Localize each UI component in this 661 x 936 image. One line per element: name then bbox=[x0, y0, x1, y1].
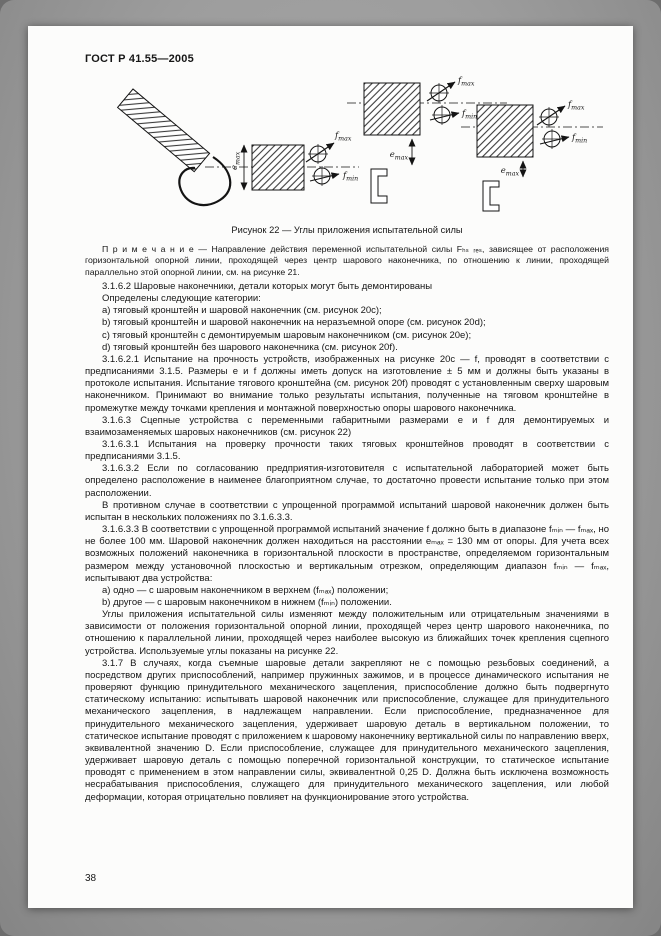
standard-designation: ГОСТ Р 41.55—2005 bbox=[85, 53, 194, 65]
paragraph: 3.1.6.2.1 Испытание на прочность устройств, изображенных на рисунке 20с — f, проводят в соответствии с предписаниями 3.1.5. Размеры е и f должны иметь допуск на изготовление ± 5 мм и должны быть указаны в протоколе испытания. Испытание тягового кронштейна (см. рисунок 20f) проводят с установленным сверху шаровым наконечником. Принимают во внимание только результаты испытания, полученные на тяговом кронштейне в промежутке между точками крепления и монтажной поверхностью опоры шарового наконечника. bbox=[85, 353, 609, 414]
paragraph: 3.1.6.2 Шаровые наконечники, детали которых могут быть демонтированы bbox=[102, 280, 433, 292]
paragraph: с) тяговый кронштейн с демонтируемым шаровым наконечником (см. рисунок 20е); bbox=[102, 329, 472, 341]
paragraph: d) тяговый кронштейн без шарового наконечника (см. рисунок 20f). bbox=[102, 341, 398, 353]
coupling-position-left bbox=[205, 143, 359, 190]
fmax-label: $f_{max}$ bbox=[335, 131, 352, 143]
fmin-label: $f_{min}$ bbox=[572, 133, 588, 145]
figure-22-drawing bbox=[87, 75, 607, 220]
paragraph: 3.1.6.3 Сцепные устройства с переменными габаритными размерами е и f для демонтируемых и взаимозаменяемых шаровых наконечников (см. рисунок 22) bbox=[85, 414, 609, 438]
paragraph: 3.1.6.3.2 Если по согласованию предприятия-изготовителя с испытательной лабораторией может быть определено расположение в наименее благоприятном случае, то достаточно провести испытание только при этом расположении. bbox=[85, 463, 609, 499]
fmin-label: $f_{min}$ bbox=[343, 171, 359, 183]
page-number: 38 bbox=[85, 873, 97, 884]
figure-22 bbox=[85, 75, 609, 223]
paragraph: 3.1.6.3.3 В соответствии с упрощенной программой испытаний значение f должно быть в диапазоне fₘᵢₙ — fₘₐₓ, но не более 100 мм. Шаровой наконечник должен находиться на расстоянии eₘₐₓ = 130 мм от опоры. Для учета всех возможных положений наконечника в горизонтальной плоскости в пространстве, определяемом горизонтальным размером между установочной плоскостью и вертикальным отрезком, определяющим диапазон fₘᵢₙ — fₘₐₓ, испытывают два устройства: bbox=[85, 524, 609, 584]
mounting-bracket bbox=[371, 169, 387, 203]
paragraph: В противном случае в соответствии с упрощенной программой испытаний шаровой наконечник должен быть испытан в нескольких положениях по 3.1.6.3.3. bbox=[85, 499, 609, 523]
coupling-position-right bbox=[461, 105, 603, 211]
hatched-block bbox=[364, 83, 420, 135]
paragraph: b) тяговый кронштейн и шаровой наконечник на неразъемной опоре (см. рисунок 20d); bbox=[102, 317, 486, 329]
hatched-block bbox=[252, 145, 304, 190]
paragraph: П р и м е ч а н и е — Направление действия переменной испытательной силы Fₕₛ ᵣₑₛ, зависящее от расположения горизонтальной опорной линии, проходящей через центр шарового наконечника, по отношению к линии, проходящей параллельно этой опорной линии, см. на рисунке 21. bbox=[85, 244, 609, 277]
paragraph: 3.1.6.3.1 Испытания на проверку прочности таких тяговых кронштейнов проводят в соответствии с предписаниями 3.1.5. bbox=[85, 438, 609, 463]
emax-label: $e_{max}$ bbox=[389, 150, 408, 162]
drawbar-with-hook bbox=[118, 89, 231, 205]
hatched-drawbar bbox=[118, 89, 210, 172]
paragraph: Определены следующие категории: bbox=[102, 293, 261, 305]
mounting-bracket bbox=[483, 181, 499, 211]
figure-caption: Рисунок 22 — Углы приложения испытательной силы bbox=[231, 225, 463, 235]
paragraph: а) тяговый кронштейн и шаровой наконечник (см. рисунок 20с); bbox=[102, 305, 382, 317]
document-body bbox=[85, 244, 609, 804]
document-page bbox=[28, 26, 633, 908]
fmax-label: $f_{max}$ bbox=[458, 76, 475, 88]
paragraph: а) одно — с шаровым наконечником в верхнем (fₘₐₓ) положении; bbox=[102, 584, 389, 596]
hatched-block bbox=[477, 105, 533, 157]
fmin-label: $f_{min}$ bbox=[462, 109, 478, 121]
emax-label: $e_{max}$ bbox=[500, 166, 519, 178]
paragraph: b) другое — с шаровым наконечником в нижнем (fₘᵢₙ) положении. bbox=[102, 597, 392, 608]
paragraph: Углы приложения испытательной силы изменяют между положительным или отрицательным значениями в зависимости от положения горизонтальной опорной линии, проходящей через центр шарового наконечника, по отношению к параллельной линии, проходящей через наиболее высокую из ближайших точек крепления сцепного устройства. Используемые углы показаны на рисунке 22. bbox=[85, 609, 609, 657]
paragraph: 3.1.7 В случаях, когда съемные шаровые детали закрепляют не с помощью резьбовых соединений, а посредством других приспособлений, например пружинных зажимов, и в процессе динамического испытания не проверяют функцию принудительного механического зацепления, приспособление должно быть подвергнуто статическому испытанию: испытывать шаровой наконечник или приспособление, служащее для принудительного механического зацепления, в надлежащем направлении. Если приспособление, предназначенное для принудительного механического зацепления, удерживает шаровую деталь в вертикальном положении, то статическое испытание проводят с приложением к шаровому наконечнику вертикальной силы по направлению вверх, эквивалентной значению D. Если приспособление, служащее для принудительного механического зацепления, удерживает шаровую деталь с помощью поперечной горизонтальной конструкции, то статическое испытание проводят с применением в этом направлении силы, эквивалентной 0,25 D. Должна быть исключена возможность несрабатывания приспособления, служащего для принудительного механического зацепления, или любой деформации, которая отрицательно повлияет на функционирование этого устройства. bbox=[85, 657, 609, 803]
fmax-label: $f_{max}$ bbox=[568, 100, 585, 112]
emax-label: $e_{max}$ bbox=[230, 151, 242, 170]
